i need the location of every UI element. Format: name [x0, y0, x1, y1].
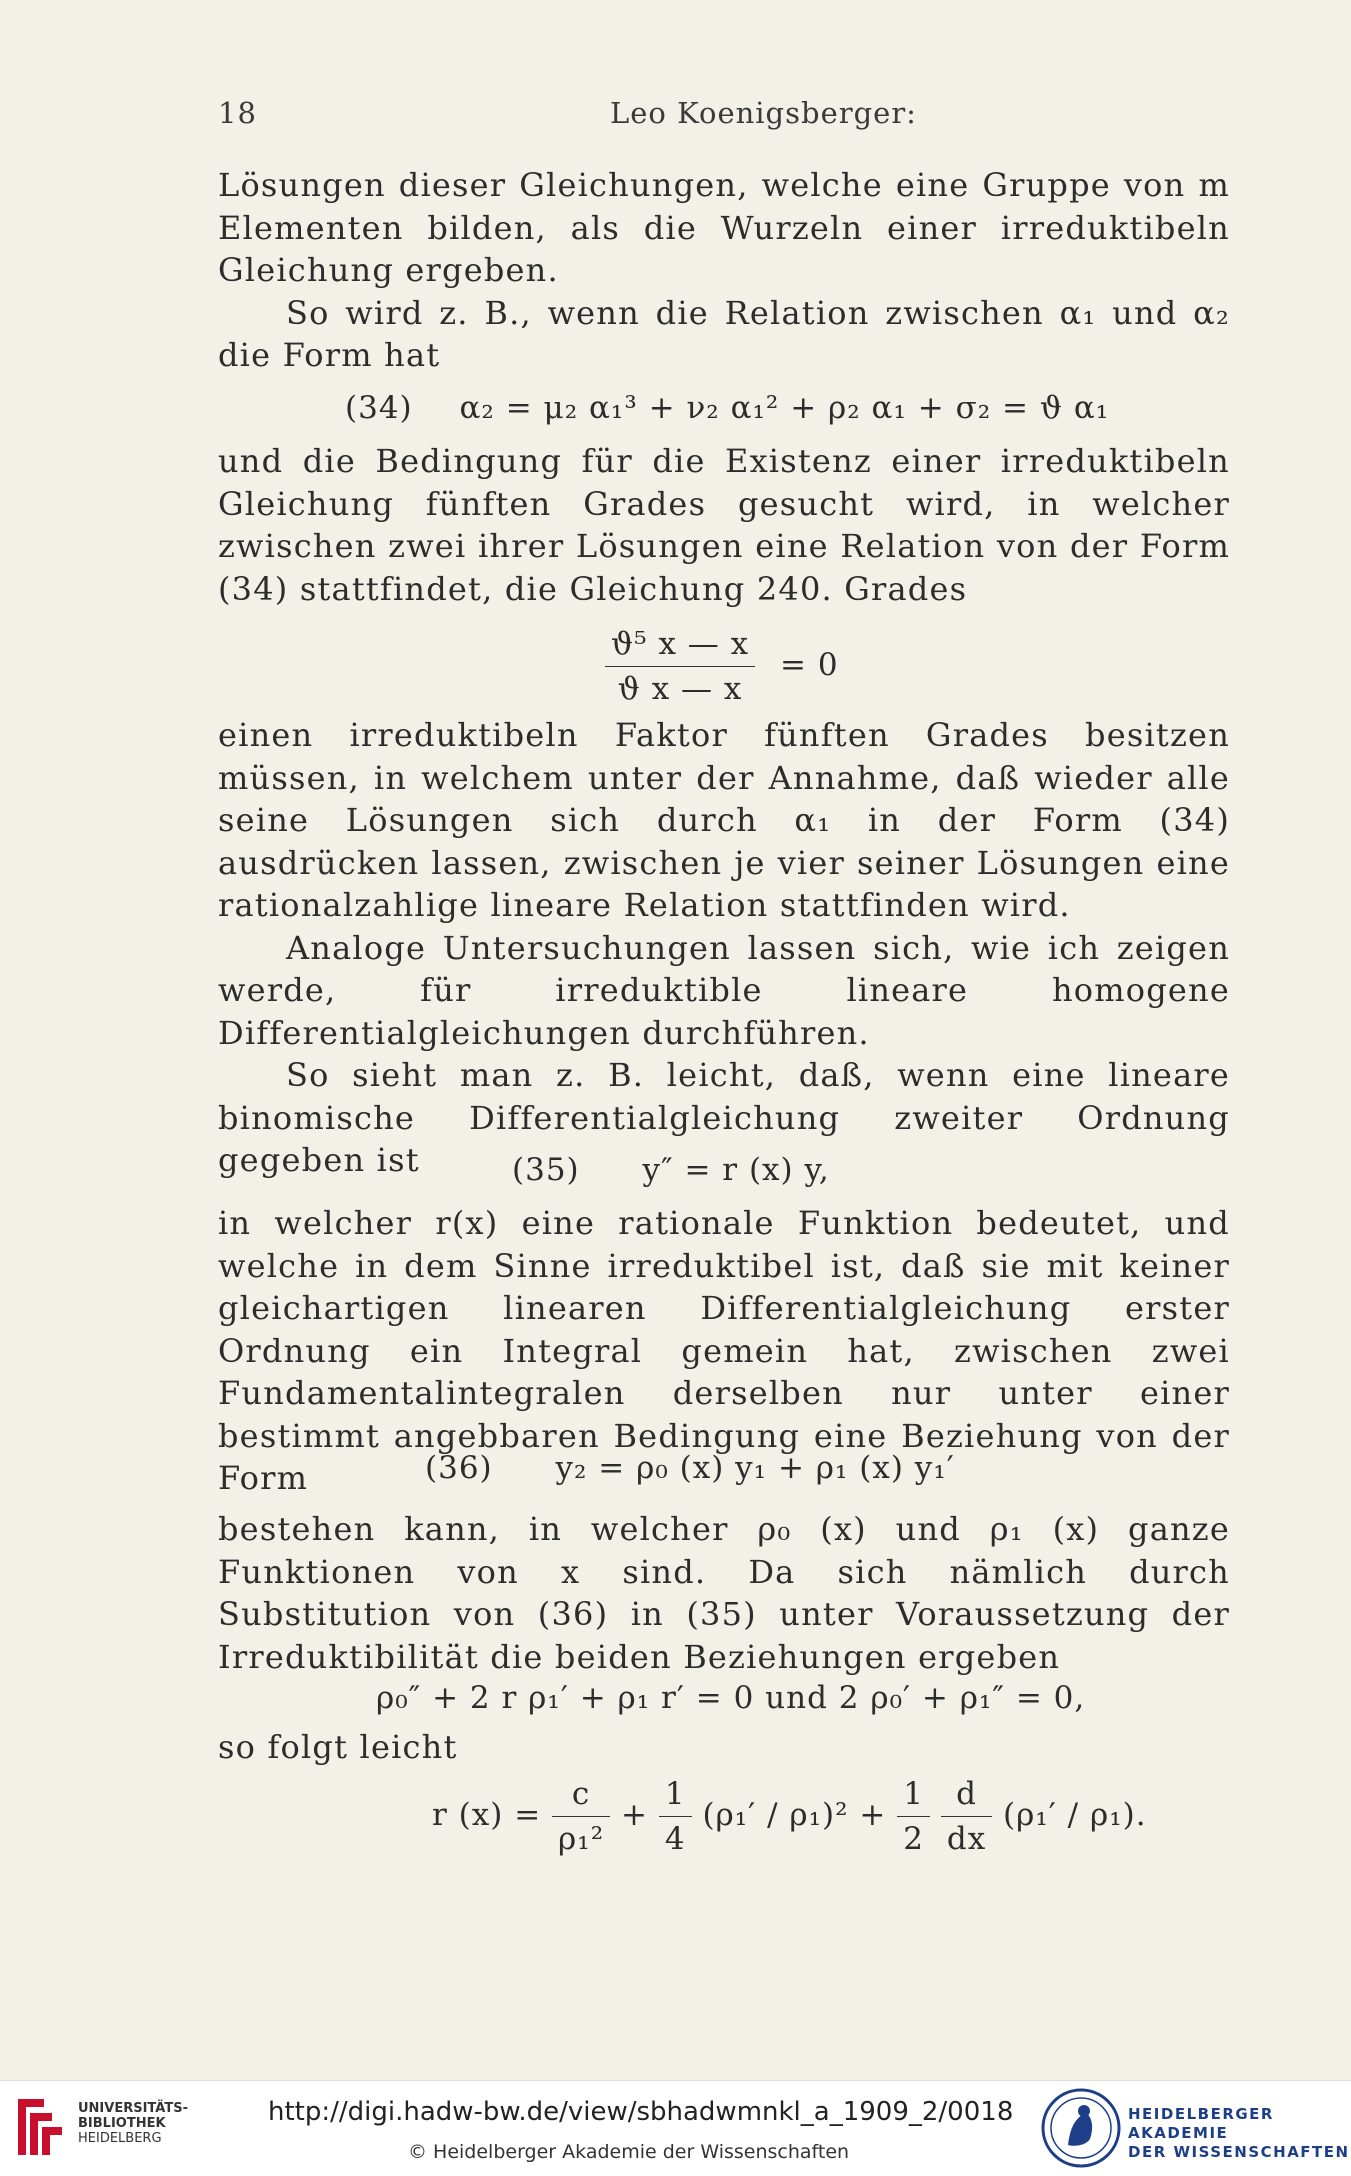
- university-library-name: [78, 2101, 188, 2146]
- equation-body: α₂ = μ₂ α₁³ + ν₂ α₁² + ρ₂ α₁ + σ₂ = ϑ α₁: [459, 390, 1110, 426]
- equation-lhs: r (x) =: [432, 1797, 542, 1833]
- fraction-rhs: = 0: [779, 647, 839, 683]
- equation-body: ρ₀″ + 2 r ρ₁′ + ρ₁ r′ = 0 und 2 ρ₀′ + ρ₁″ = 0,: [376, 1680, 1086, 1716]
- text-block-5: [218, 1508, 1230, 1678]
- fraction-denominator: ϑ x — x: [617, 671, 743, 707]
- equation-label: (36): [425, 1450, 493, 1486]
- text-block-3: [218, 714, 1230, 1182]
- digitization-footer: [0, 2080, 1351, 2176]
- fraction: [659, 1776, 692, 1857]
- fraction: [552, 1776, 610, 1857]
- equation-r-of-x: [432, 1776, 1147, 1857]
- academy-line: HEIDELBERGER AKADEMIE: [1128, 2105, 1274, 2142]
- academy-seal-icon: [1040, 2087, 1122, 2169]
- paragraph: einen irreduktibeln Faktor fünften Grades besitzen müssen, in welchem unter der Annahme, daß wieder alle seine Lösungen sich durch α₁ in der Form (34) ausdrücken lassen, zwischen je vier seiner Lösungen eine rationalzahlige lineare Relation stattfinden wird.: [218, 716, 1230, 924]
- paragraph: und die Bedingung für die Existenz einer irreduktibeln Gleichung fünften Grades gesucht wird, in welcher zwischen zwei ihrer Lösungen eine Relation von der Form (34) stattfindet, die Gleichung 240. Grades: [218, 442, 1230, 608]
- paragraph: So sieht man z. B. leicht, daß, wenn eine lineare binomische Differentialgleichung zweiter Ordnung gegeben ist: [218, 1056, 1230, 1179]
- paragraph: Analoge Untersuchungen lassen sich, wie ich zeigen werde, für irreduktible lineare homogene Differentialgleichungen durchführen.: [218, 928, 1230, 1052]
- fraction-numerator: 1: [897, 1776, 930, 1817]
- equation-36: [425, 1450, 955, 1486]
- parenthesized-term: (ρ₁′ / ρ₁)²: [702, 1797, 849, 1833]
- fraction-numerator: c: [552, 1776, 610, 1817]
- parenthesized-term: (ρ₁′ / ρ₁).: [1003, 1797, 1147, 1833]
- academy-line: DER WISSENSCHAFTEN: [1128, 2143, 1350, 2161]
- library-line: HEIDELBERG: [78, 2131, 162, 2146]
- equation-label: (34): [345, 390, 413, 426]
- fraction-denominator: ρ₁²: [558, 1821, 605, 1857]
- academy-name: [1128, 2105, 1351, 2162]
- library-line: BIBLIOTHEK: [78, 2116, 166, 2131]
- equation-fraction: [605, 626, 839, 707]
- fraction: [897, 1776, 930, 1857]
- equation-34: [345, 390, 1109, 426]
- fraction-numerator: 1: [659, 1776, 692, 1817]
- paragraph: in welcher r(x) eine rationale Funktion bedeutet, und welche in dem Sinne irreduktibel ist, daß sie mit keiner gleichartigen linearen Differentialgleichung erster Ordnung ein Integral gemein hat, zwischen zwei Fundamentalintegralen derselben nur unter einer bestimmt angebbaren Bedingung eine Beziehung von der Form: [218, 1204, 1230, 1497]
- fraction-numerator: ϑ⁵ x — x: [605, 626, 755, 667]
- fraction: [605, 626, 755, 707]
- fraction-numerator: d: [941, 1776, 992, 1817]
- university-library-logo-icon: [14, 2095, 70, 2159]
- plus-sign: +: [621, 1797, 648, 1833]
- fraction-denominator: dx: [946, 1821, 987, 1857]
- copyright-notice: © Heidelberger Akademie der Wissenschaften: [408, 2141, 850, 2163]
- text-block-1: [218, 164, 1230, 377]
- paragraph: Lösungen dieser Gleichungen, welche eine Gruppe von m Elementen bilden, als die Wurzeln einer irreduktibeln Gleichung ergeben.: [218, 166, 1230, 289]
- paragraph: So wird z. B., wenn die Relation zwischen α₁ und α₂ die Form hat: [218, 293, 1230, 374]
- equation-label: (35): [512, 1152, 580, 1188]
- library-line: UNIVERSITÄTS-: [78, 2101, 188, 2116]
- equation-body: y″ = r (x) y,: [642, 1152, 830, 1188]
- source-url-link[interactable]: http://digi.hadw-bw.de/view/sbhadwmnkl_a_1909_2/0018: [268, 2097, 1014, 2127]
- text-block-2: [218, 440, 1230, 610]
- equation-conditions: [376, 1680, 1085, 1716]
- fraction: [941, 1776, 992, 1857]
- equation-body: y₂ = ρ₀ (x) y₁ + ρ₁ (x) y₁′: [555, 1450, 955, 1486]
- plus-sign: +: [859, 1797, 887, 1833]
- fraction-denominator: 4: [664, 1821, 686, 1857]
- paragraph: bestehen kann, in welcher ρ₀ (x) und ρ₁ (x) ganze Funktionen von x sind. Da sich nämlich durch Substitution von (36) in (35) unter Voraussetzung der Irreduktibilität die beiden Beziehungen ergeben: [218, 1510, 1230, 1676]
- paragraph: so folgt leicht: [218, 1728, 458, 1766]
- text-block-6: [218, 1726, 1230, 1769]
- page-number: 18: [218, 96, 257, 130]
- running-header: Leo Koenigsberger:: [610, 96, 917, 130]
- fraction-denominator: 2: [903, 1821, 924, 1857]
- equation-35: [512, 1152, 830, 1188]
